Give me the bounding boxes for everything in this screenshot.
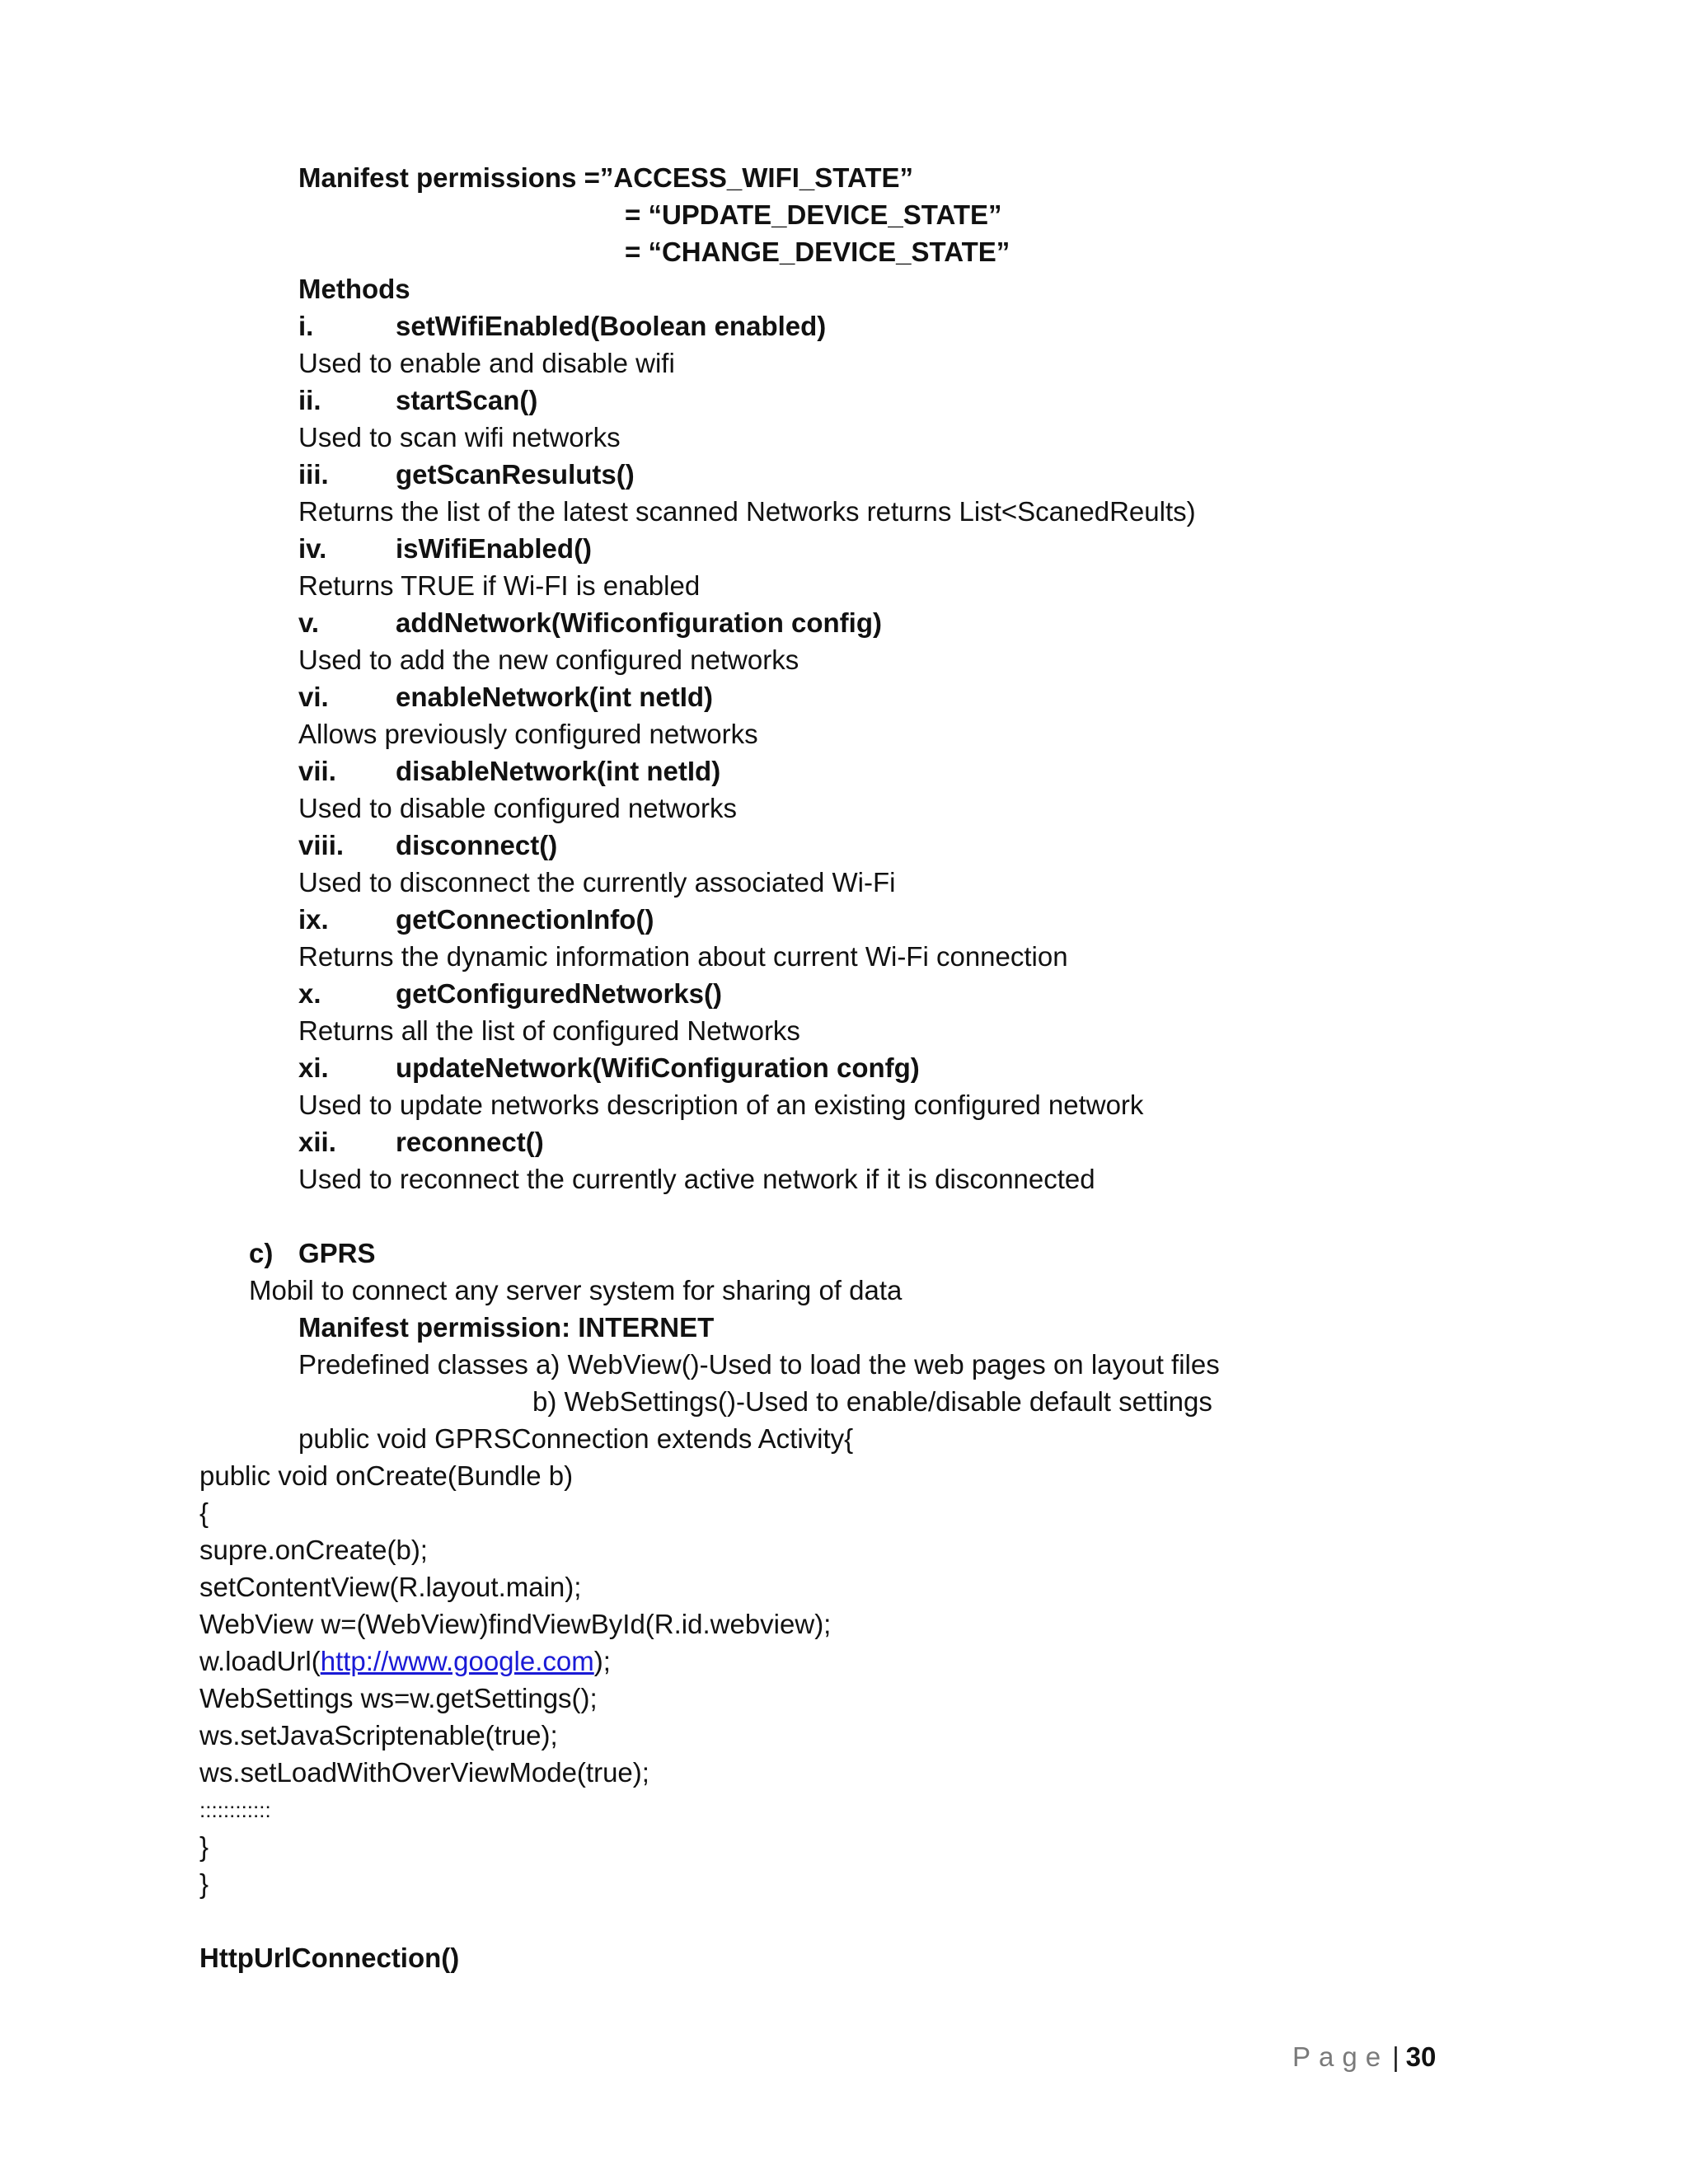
manifest-permission-change: = “CHANGE_DEVICE_STATE” <box>625 237 1010 267</box>
method-name: setWifiEnabled(Boolean enabled) <box>396 311 827 341</box>
method-number: ix. <box>298 904 329 935</box>
page-number: 30 <box>1405 2041 1437 2072</box>
code-line: WebSettings ws=w.getSettings(); <box>199 1683 598 1713</box>
code-line: public void onCreate(Bundle b) <box>199 1460 574 1491</box>
page-label: Page <box>1292 2041 1390 2072</box>
method-number: vii. <box>298 756 336 786</box>
code-line: supre.onCreate(b); <box>199 1535 428 1565</box>
page-footer <box>1292 2041 1436 2074</box>
code-line: :::::::::::: <box>199 1797 271 1822</box>
gprs-permission: Manifest permission: INTERNET <box>298 1312 715 1343</box>
method-description: Returns the dynamic information about current Wi-Fi connection <box>298 941 1068 972</box>
method-name: getScanResuluts() <box>396 459 635 490</box>
method-description: Used to add the new configured networks <box>298 644 799 675</box>
code-line: WebView w=(WebView)findViewById(R.id.webview); <box>199 1609 832 1639</box>
method-name: enableNetwork(int netId) <box>396 682 714 712</box>
gprs-classes-a: Predefined classes a) WebView()-Used to load the web pages on layout files <box>298 1349 1220 1380</box>
gprs-classes-b: b) WebSettings()-Used to enable/disable default settings <box>532 1386 1212 1417</box>
method-number: v. <box>298 607 320 638</box>
code-text: ); <box>593 1646 611 1676</box>
code-line: ws.setJavaScriptenable(true); <box>199 1720 558 1750</box>
manifest-permission-update: = “UPDATE_DEVICE_STATE” <box>625 199 1002 230</box>
method-description: Returns TRUE if Wi-FI is enabled <box>298 570 701 601</box>
code-line: } <box>199 1831 209 1862</box>
section-title: GPRS <box>298 1238 376 1268</box>
method-number: viii. <box>298 830 345 860</box>
method-description: Allows previously configured networks <box>298 719 758 749</box>
method-name: updateNetwork(WifiConfiguration confg) <box>396 1052 920 1083</box>
code-text: w.loadUrl( <box>199 1646 321 1676</box>
method-description: Used to scan wifi networks <box>298 422 621 452</box>
method-name: getConnectionInfo() <box>396 904 654 935</box>
google-link[interactable]: http://www.google.com <box>320 1646 594 1676</box>
method-number: i. <box>298 311 314 341</box>
method-number: xii. <box>298 1127 336 1157</box>
method-number: vi. <box>298 682 329 712</box>
page-separator: | <box>1392 2041 1400 2072</box>
method-number: xi. <box>298 1052 329 1083</box>
method-number: iii. <box>298 459 329 490</box>
gprs-class-declaration: public void GPRSConnection extends Activity{ <box>298 1423 854 1454</box>
method-description: Used to disable configured networks <box>298 793 737 823</box>
method-name: getConfiguredNetworks() <box>396 978 722 1009</box>
method-name: disconnect() <box>396 830 558 860</box>
code-line: ws.setLoadWithOverViewMode(true); <box>199 1757 649 1788</box>
method-number: ii. <box>298 385 321 415</box>
code-line: { <box>199 1497 209 1528</box>
method-name: startScan() <box>396 385 538 415</box>
method-name: disableNetwork(int netId) <box>396 756 721 786</box>
manifest-permissions-line: Manifest permissions =”ACCESS_WIFI_STATE” <box>298 162 914 193</box>
method-description: Used to enable and disable wifi <box>298 348 675 378</box>
code-line: } <box>199 1868 209 1899</box>
methods-heading: Methods <box>298 274 410 304</box>
code-line: setContentView(R.layout.main); <box>199 1572 582 1602</box>
method-name: addNetwork(Wificonfiguration config) <box>396 607 882 638</box>
method-description: Used to update networks description of an existing configured network <box>298 1090 1144 1120</box>
method-description: Returns the list of the latest scanned Networks returns List<ScanedReults) <box>298 496 1196 527</box>
method-name: reconnect() <box>396 1127 544 1157</box>
method-description: Returns all the list of configured Networks <box>298 1015 800 1046</box>
method-number: iv. <box>298 533 327 564</box>
code-line <box>199 1645 611 1678</box>
method-number: x. <box>298 978 321 1009</box>
http-heading: HttpUrlConnection() <box>199 1943 460 1973</box>
method-description: Used to reconnect the currently active network if it is disconnected <box>298 1164 1095 1194</box>
method-name: isWifiEnabled() <box>396 533 593 564</box>
method-description: Used to disconnect the currently associated Wi-Fi <box>298 867 896 898</box>
gprs-intro: Mobil to connect any server system for sharing of data <box>249 1275 903 1305</box>
section-label: c) <box>249 1238 274 1268</box>
